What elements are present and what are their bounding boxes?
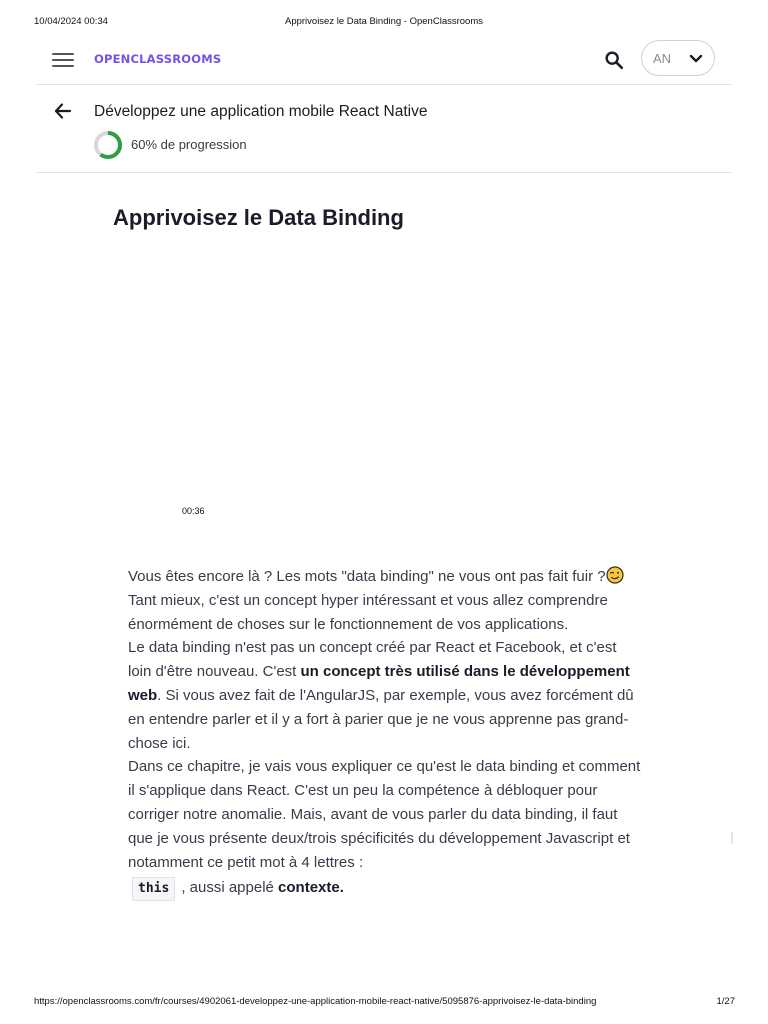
paragraph-intro-text-b: Tant mieux, c'est un concept hyper intéressant et vous allez comprendre énormément de choses sur le fonctionnement de vos applications. <box>128 591 608 633</box>
search-icon[interactable] <box>603 49 625 71</box>
print-header <box>0 16 768 30</box>
course-title[interactable]: Développez une application mobile React Native <box>94 103 428 120</box>
paragraph-data-binding <box>128 636 643 755</box>
language-value: AN <box>653 51 672 66</box>
language-select[interactable] <box>641 40 715 76</box>
scrollbar-thumb[interactable] <box>731 832 733 844</box>
chevron-down-icon <box>689 53 703 65</box>
video-player[interactable] <box>113 244 653 529</box>
chapter-title: Apprivoisez le Data Binding <box>113 205 404 230</box>
paragraph-3-text-b: , aussi appelé <box>181 879 279 897</box>
wink-emoji-icon <box>606 566 624 584</box>
code-this: this <box>132 877 175 901</box>
chapter-content <box>128 565 643 901</box>
paragraph-3-bold: contexte. <box>278 879 344 897</box>
top-navigation-bar <box>36 36 732 85</box>
paragraph-2-bold: un concept très utilisé dans le développement web <box>128 663 630 704</box>
progress-label: 60% de progression <box>131 137 247 152</box>
print-url: https://openclassrooms.com/fr/courses/4902061-developpez-une-application-mobile-react-native/5095876-apprivoisez-le-data-binding <box>34 996 597 1007</box>
course-header <box>36 86 732 173</box>
print-page-count: 1/27 <box>716 996 735 1007</box>
paragraph-chapter-plan <box>128 755 643 901</box>
paragraph-2-text-b: . Si vous avez fait de l'AngularJS, par exemple, vous avez forcément dû en entendre parler et il y a fort à parier que je ne vous apprenne pas grand-chose ici. <box>128 686 634 752</box>
print-datetime: 10/04/2024 00:34 <box>34 16 108 27</box>
progress-ring <box>93 130 123 160</box>
video-timestamp: 00:36 <box>182 506 205 516</box>
hamburger-icon[interactable] <box>52 50 74 70</box>
arrow-left-icon[interactable] <box>53 101 73 121</box>
paragraph-intro <box>128 565 643 636</box>
paragraph-intro-text-a: Vous êtes encore là ? Les mots "data binding" ne vous ont pas fait fuir ? <box>128 568 606 585</box>
paragraph-2-text-a: Le data binding n'est pas un concept créé par React et Facebook, et c'est loin d'être nouveau. C'est <box>128 639 617 681</box>
openclassrooms-logo[interactable]: OPENCLASSROOMS <box>94 52 222 66</box>
paragraph-3-text-a: Dans ce chapitre, je vais vous expliquer ce qu'est le data binding et comment il s'applique dans React. C'est un peu la compétence à débloquer pour corriger notre anomalie. Mais, avant de vous parler du data binding, il faut que je vous présente deux/trois spécificités du développement Javascript et notamment ce petit mot à 4 lettres : <box>128 758 641 871</box>
print-footer <box>0 996 768 1010</box>
print-page-title: Apprivoisez le Data Binding - OpenClassrooms <box>284 16 483 27</box>
